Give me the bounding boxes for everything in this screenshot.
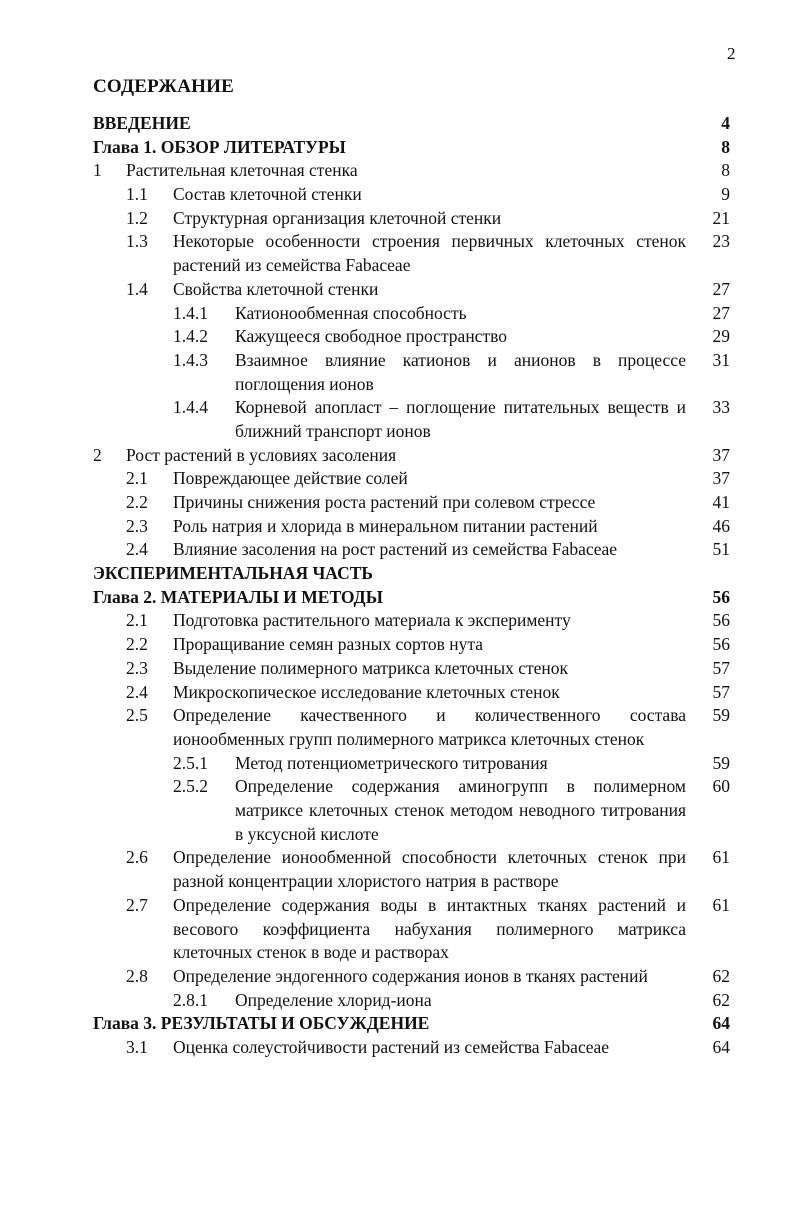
toc-entry[interactable]	[0, 752, 793, 776]
toc-entry-page: 56	[712, 610, 730, 631]
toc-entry[interactable]	[0, 562, 793, 586]
toc-entry[interactable]	[0, 183, 793, 207]
toc-entry[interactable]	[0, 349, 793, 396]
toc-entry[interactable]	[0, 586, 793, 610]
toc-entry-text: Определение ионообменной способности клеточных стенок при разной концентрации хлористого натрия в растворе	[173, 847, 686, 892]
toc-entry[interactable]	[0, 538, 793, 562]
toc-entry-page: 41	[712, 492, 730, 513]
toc-entry-number: 1.4.4	[173, 397, 208, 418]
toc-entry[interactable]	[0, 230, 793, 277]
toc-entry-text: ЭКСПЕРИМЕНТАЛЬНАЯ ЧАСТЬ	[93, 563, 373, 584]
toc-entry[interactable]	[0, 1012, 793, 1036]
toc-entry-text: Определение качественного и количественного состава ионообменных групп полимерного матрикса клеточных стенок	[173, 705, 686, 749]
toc-entry-text: Взаимное влияние катионов и анионов в процессе поглощения ионов	[235, 349, 686, 394]
toc-entry[interactable]	[0, 894, 793, 965]
toc-entry-number: 1.4	[126, 278, 148, 299]
toc-entry-page: 64	[712, 1013, 730, 1034]
toc-entry-number: 1.4.2	[173, 326, 208, 347]
toc-entry[interactable]	[0, 491, 793, 515]
toc-entry-number: 2.5	[126, 705, 148, 726]
toc-entry-text: Растительная клеточная стенка	[126, 160, 358, 181]
toc-entry-page: 27	[712, 278, 730, 299]
toc-entry[interactable]	[0, 467, 793, 491]
toc-entry-number: 2.5.1	[173, 752, 208, 773]
toc-entry-page: 27	[712, 302, 730, 323]
toc-entry-text: Состав клеточной стенки	[173, 184, 362, 205]
toc-entry-page: 29	[712, 326, 730, 347]
toc-entry[interactable]	[0, 515, 793, 539]
toc-entry[interactable]	[0, 846, 793, 893]
toc-entry-text: Рост растений в условиях засоления	[126, 444, 397, 465]
toc-entry[interactable]	[0, 657, 793, 681]
toc-entry-number: 1	[93, 160, 102, 181]
toc-entry-page: 4	[721, 113, 730, 133]
toc-entry[interactable]	[0, 207, 793, 231]
toc-entry-text: Влияние засоления на рост растений из семейства Fabaceae	[173, 539, 618, 560]
toc-entry-text: Определение содержания аминогрупп в полимерном матриксе клеточных стенок методом неводного титрования в уксусной кислоте	[235, 776, 686, 844]
toc-entry-number: 2.4	[126, 539, 148, 560]
toc-entry-number: 2.3	[126, 515, 148, 536]
toc-entry-text: Глава 2. МАТЕРИАЛЫ И МЕТОДЫ	[93, 586, 383, 607]
toc-entry-page: 33	[712, 397, 730, 418]
table-of-contents	[0, 112, 793, 1060]
toc-entry[interactable]	[0, 681, 793, 705]
toc-entry-number: 2.4	[126, 681, 148, 702]
toc-entry-number: 2.8	[126, 965, 148, 986]
toc-entry-text: Микроскопическое исследование клеточных стенок	[173, 681, 560, 702]
toc-entry-text: Причины снижения роста растений при солевом стрессе	[173, 492, 596, 513]
toc-entry[interactable]	[0, 112, 793, 136]
toc-entry[interactable]	[0, 989, 793, 1013]
toc-entry-page: 31	[712, 349, 730, 370]
toc-entry-page: 62	[712, 965, 730, 986]
toc-entry-page: 64	[712, 1036, 730, 1057]
toc-entry-text: Некоторые особенности строения первичных клеточных стенок растений из семейства Fabaceae	[173, 231, 686, 276]
toc-entry-number: 1.3	[126, 231, 148, 252]
toc-entry-page: 59	[712, 752, 730, 773]
toc-entry-text: Глава 3. РЕЗУЛЬТАТЫ И ОБСУЖДЕНИЕ	[93, 1013, 430, 1034]
toc-entry-text: Корневой апопласт – поглощение питательных веществ и ближний транспорт ионов	[235, 397, 686, 441]
toc-entry-number: 2.1	[126, 610, 148, 631]
toc-entry[interactable]	[0, 633, 793, 657]
toc-entry-page: 8	[721, 160, 730, 181]
toc-entry-text: Структурная организация клеточной стенки	[173, 207, 502, 228]
toc-entry-page: 56	[712, 586, 730, 607]
toc-entry-text: Роль натрия и хлорида в минеральном питании растений	[173, 515, 598, 536]
toc-entry-page: 46	[712, 515, 730, 536]
toc-entry-text: Определение хлорид-иона	[235, 989, 432, 1010]
toc-entry-page: 23	[712, 231, 730, 252]
toc-entry-number: 1.1	[126, 184, 148, 205]
toc-entry-number: 2.1	[126, 468, 148, 489]
page-number: 2	[727, 44, 736, 63]
toc-entry-page: 59	[712, 705, 730, 726]
toc-entry-text: Оценка солеустойчивости растений из семейства Fabaceae	[173, 1036, 610, 1057]
toc-entry-number: 3.1	[126, 1036, 148, 1057]
toc-entry[interactable]	[0, 444, 793, 468]
toc-entry-text: Катионообменная способность	[235, 302, 467, 323]
toc-entry-page: 61	[712, 894, 730, 915]
toc-entry-text: Подготовка растительного материала к эксперименту	[173, 610, 571, 631]
toc-entry[interactable]	[0, 775, 793, 846]
toc-entry-number: 1.4.3	[173, 349, 208, 370]
toc-entry-number: 2.2	[126, 634, 148, 655]
toc-entry-page: 60	[712, 776, 730, 797]
toc-entry-page: 56	[712, 634, 730, 655]
toc-entry-page: 51	[712, 539, 730, 560]
toc-entry-number: 1.4.1	[173, 302, 208, 323]
toc-entry-number: 1.2	[126, 207, 148, 228]
toc-entry-text: Свойства клеточной стенки	[173, 278, 379, 299]
toc-entry-text: Кажущееся свободное пространство	[235, 326, 507, 347]
toc-entry-page: 57	[712, 657, 730, 678]
toc-entry[interactable]	[0, 609, 793, 633]
toc-entry-number: 2.2	[126, 492, 148, 513]
toc-entry-page: 8	[721, 136, 730, 157]
toc-entry-page: 21	[712, 207, 730, 228]
toc-entry[interactable]	[0, 278, 793, 302]
toc-title: СОДЕРЖАНИЕ	[93, 76, 234, 97]
toc-entry-page: 62	[712, 989, 730, 1010]
toc-entry-page: 61	[712, 847, 730, 868]
toc-entry-number: 2.7	[126, 894, 148, 915]
toc-entry[interactable]	[0, 325, 793, 349]
toc-entry-number: 2.5.2	[173, 776, 208, 797]
toc-entry[interactable]	[0, 136, 793, 160]
toc-entry-number: 2.3	[126, 657, 148, 678]
toc-entry[interactable]	[0, 965, 793, 989]
toc-entry-text: Определение содержания воды в интактных тканях растений и весового коэффициента набухания полимерного матрикса клеточных стенок в воде и растворах	[173, 894, 686, 963]
toc-entry-text: ВВЕДЕНИЕ	[93, 113, 191, 133]
toc-entry[interactable]	[0, 704, 793, 751]
toc-entry[interactable]	[0, 1036, 793, 1060]
toc-entry-text: Определение эндогенного содержания ионов в тканях растений	[173, 965, 648, 986]
toc-entry-page: 9	[721, 184, 730, 205]
toc-entry-page: 37	[712, 444, 730, 465]
toc-entry-text: Повреждающее действие солей	[173, 468, 408, 489]
toc-entry-text: Глава 1. ОБЗОР ЛИТЕРАТУРЫ	[93, 136, 346, 157]
toc-entry-text: Метод потенциометрического титрования	[235, 752, 548, 773]
toc-entry-number: 2	[93, 444, 102, 465]
toc-entry-number: 2.8.1	[173, 989, 208, 1010]
toc-entry[interactable]	[0, 396, 793, 443]
toc-entry[interactable]	[0, 159, 793, 183]
toc-entry-text: Выделение полимерного матрикса клеточных стенок	[173, 657, 569, 678]
toc-entry-page: 57	[712, 681, 730, 702]
toc-entry-text: Проращивание семян разных сортов нута	[173, 634, 484, 655]
toc-entry-number: 2.6	[126, 847, 148, 868]
toc-entry[interactable]	[0, 302, 793, 326]
toc-entry-page: 37	[712, 468, 730, 489]
